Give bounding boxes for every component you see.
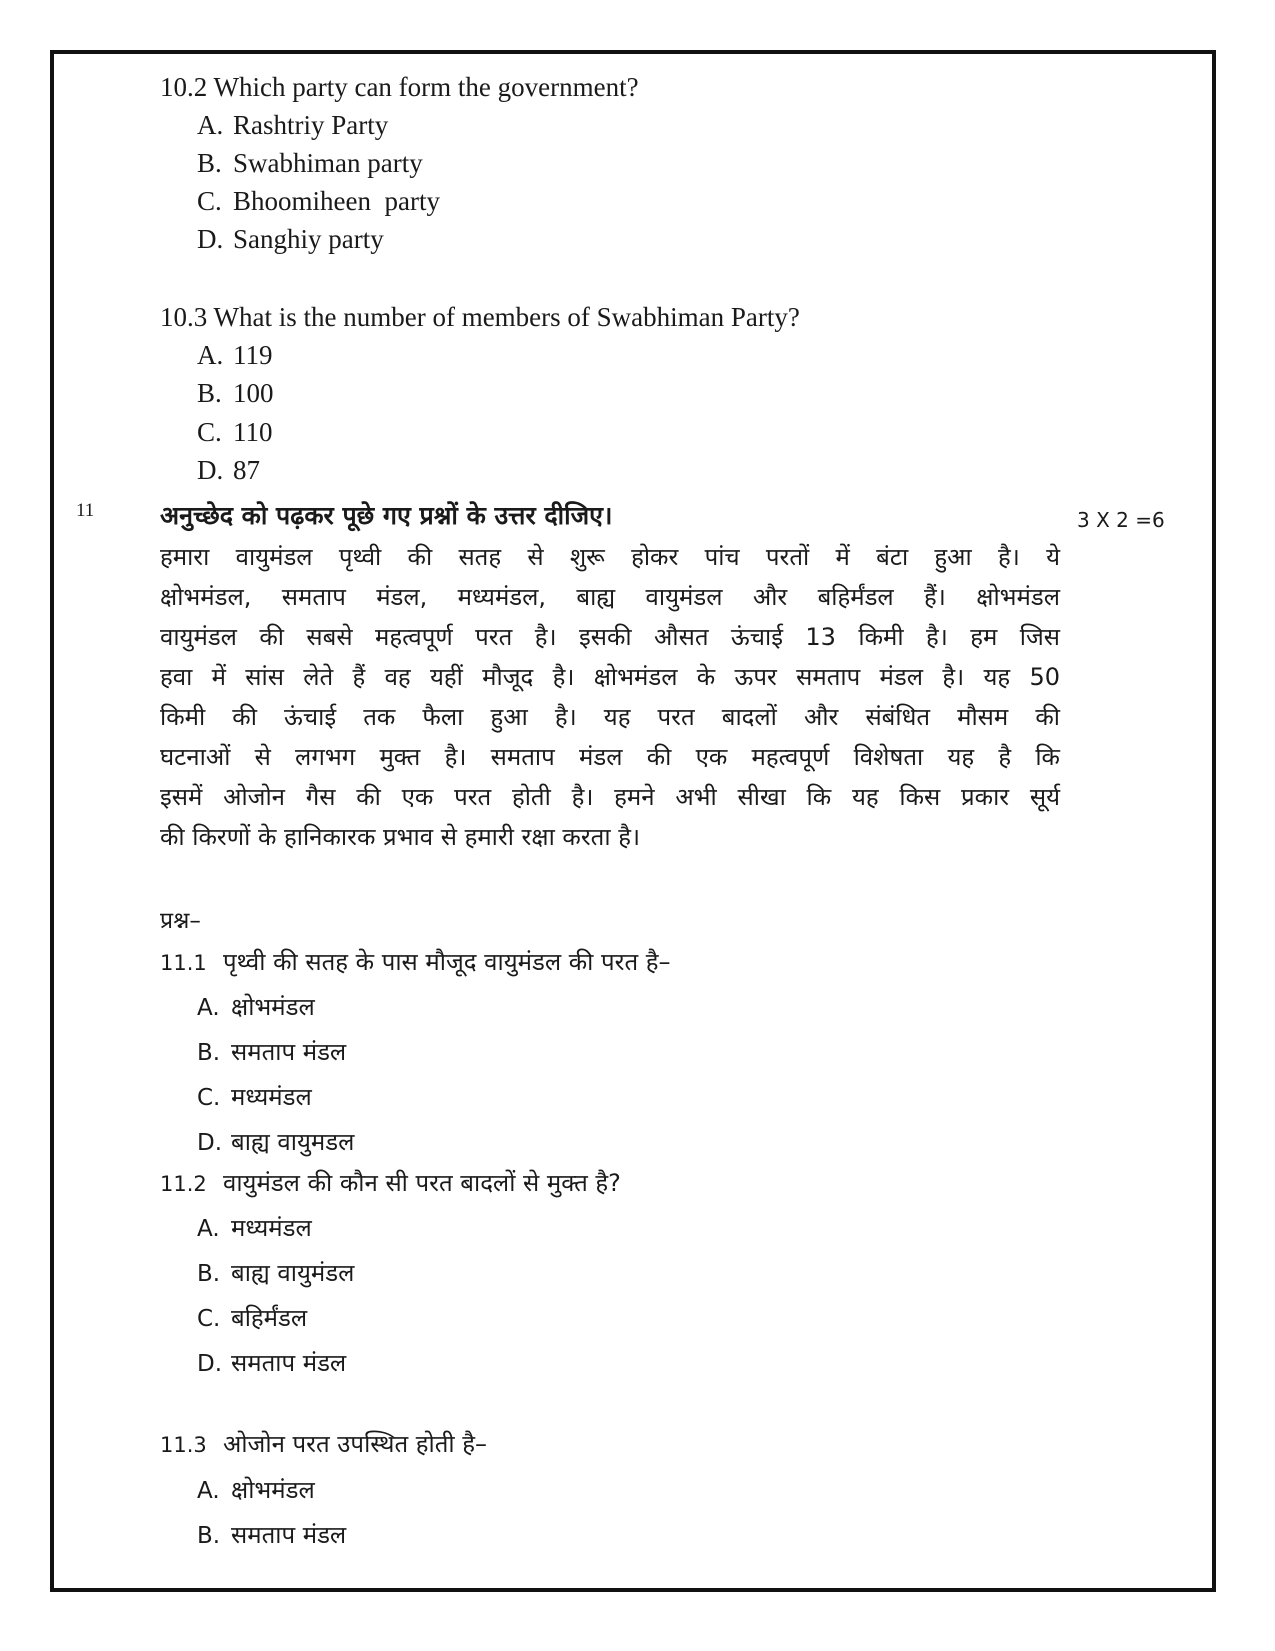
passage-line: वायुमंडल की सबसे महत्वपूर्ण परत है। इसकी औसत ऊंचाई 13 किमी है। हम जिस xyxy=(160,623,1060,651)
question-11-3: 11.3 ओजोन परत उपस्थित होती है– xyxy=(160,1430,488,1458)
option-11-3-b: B. समताप मंडल xyxy=(197,1521,347,1549)
question-number-11: 11 xyxy=(76,500,95,521)
question-10-2: 10.2 Which party can form the government? xyxy=(160,72,639,102)
passage-line: इसमें ओजोन गैस की एक परत होती है। हमने अभी सीखा कि यह किस प्रकार सूर्य xyxy=(160,783,1060,811)
question-10-3: 10.3 What is the number of members of Swabhiman Party? xyxy=(160,302,800,332)
passage-line: घटनाओं से लगभग मुक्त है। समताप मंडल की एक महत्वपूर्ण विशेषता यह है कि xyxy=(160,743,1060,771)
marks-label: 3 X 2 =6 xyxy=(1077,508,1165,532)
question-11-2: 11.2 वायुमंडल की कौन सी परत बादलों से मुक्त है? xyxy=(160,1169,621,1197)
passage-line: किमी की ऊंचाई तक फैला हुआ है। यह परत बादलों और संबंधित मौसम की xyxy=(160,703,1060,731)
question-11-1: 11.1 पृथ्वी की सतह के पास मौजूद वायुमंडल की परत है– xyxy=(160,948,671,976)
option-10-3-a: A. 119 xyxy=(197,340,273,370)
questions-label: प्रश्न– xyxy=(160,908,201,934)
option-11-1-c: C. मध्यमंडल xyxy=(197,1083,312,1111)
option-11-3-a: A. क्षोभमंडल xyxy=(197,1476,315,1504)
option-11-2-a: A. मध्यमंडल xyxy=(197,1214,312,1242)
option-10-3-b: B. 100 xyxy=(197,378,274,408)
passage-line: हमारा वायुमंडल पृथ्वी की सतह से शुरू होकर पांच परतों में बंटा हुआ है। ये xyxy=(160,543,1060,571)
option-11-1-d: D. बाह्य वायुमडल xyxy=(197,1128,355,1156)
option-10-3-d: D. 87 xyxy=(197,455,260,485)
option-11-2-c: C. बहिर्मंडल xyxy=(197,1304,308,1332)
passage-line: हवा में सांस लेते हैं वह यहीं मौजूद है। क्षोभमंडल के ऊपर समताप मंडल है। यह 50 xyxy=(160,663,1060,691)
option-10-2-c: C. Bhoomiheen party xyxy=(197,186,440,216)
option-10-2-b: B. Swabhiman party xyxy=(197,148,423,178)
option-11-1-a: A. क्षोभमंडल xyxy=(197,993,315,1021)
option-11-2-b: B. बाह्य वायुमंडल xyxy=(197,1259,355,1287)
option-10-2-d: D. Sanghiy party xyxy=(197,224,384,254)
passage-line: क्षोभमंडल, समताप मंडल, मध्यमंडल, बाह्य वायुमंडल और बहिर्मंडल हैं। क्षोभमंडल xyxy=(160,583,1060,611)
option-10-2-a: A. Rashtriy Party xyxy=(197,110,389,140)
passage-line: की किरणों के हानिकारक प्रभाव से हमारी रक्षा करता है। xyxy=(160,823,641,851)
option-10-3-c: C. 110 xyxy=(197,417,273,447)
option-11-1-b: B. समताप मंडल xyxy=(197,1038,347,1066)
option-11-2-d: D. समताप मंडल xyxy=(197,1349,347,1377)
passage-instruction: अनुच्छेद को पढ़कर पूछे गए प्रश्नों के उत्तर दीजिए। xyxy=(160,501,613,530)
